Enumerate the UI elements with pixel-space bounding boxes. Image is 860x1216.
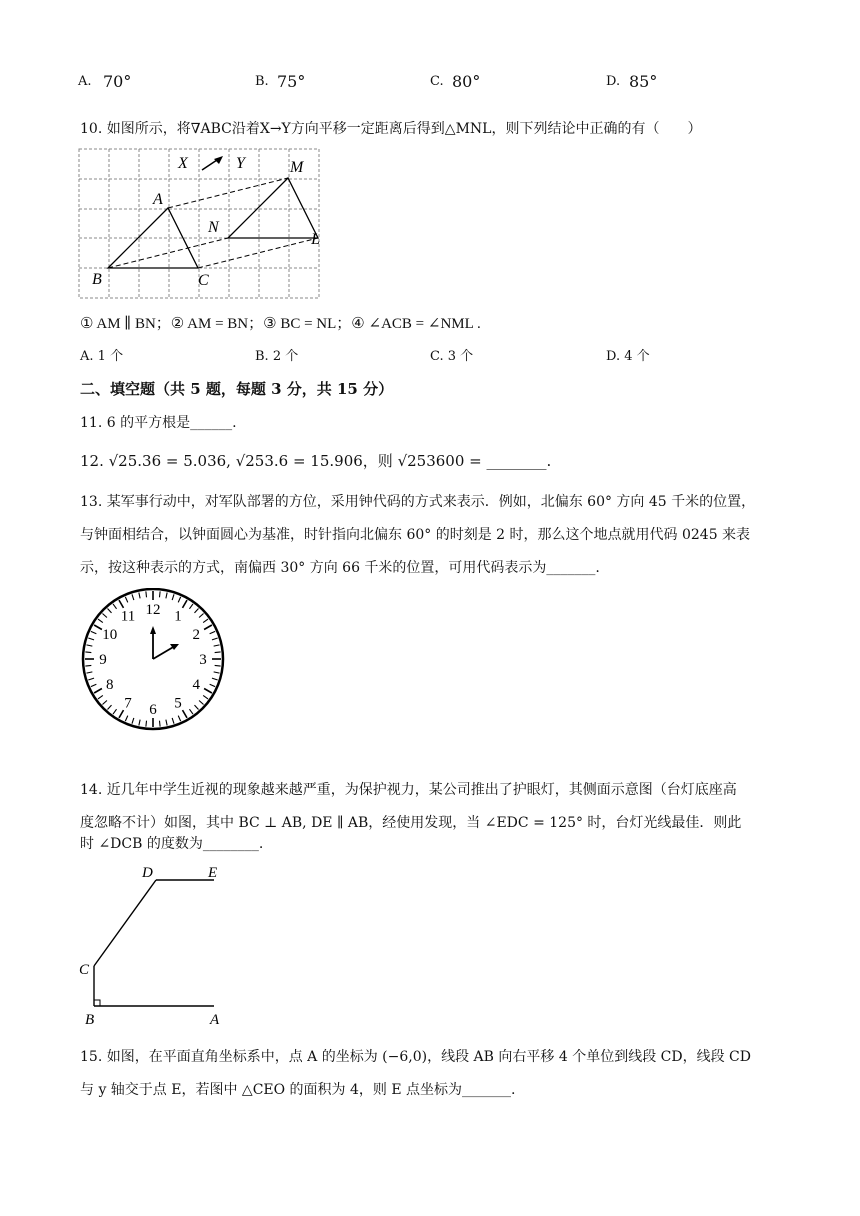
q9-option-c-label: C. <box>430 74 444 89</box>
q10-option-c-value: 3 个 <box>447 349 474 364</box>
label-d: D <box>142 865 153 881</box>
q10-translation-figure <box>78 148 320 300</box>
clock-number: 8 <box>105 677 114 693</box>
label-l: L <box>311 231 320 248</box>
q14-line3: 时 ∠DCB 的度数为________. <box>80 836 264 852</box>
section-title: 二、填空题（共 5 题，每题 3 分，共 15 分） <box>80 380 394 398</box>
clock-tick <box>146 591 147 597</box>
q9-option-a-label: A. <box>78 74 92 89</box>
q10-option-d <box>606 345 650 364</box>
q10-option-a <box>80 345 123 364</box>
clock-number: 7 <box>124 695 132 712</box>
q10-option-d-value: 4 个 <box>624 349 650 364</box>
clock-figure <box>80 588 230 738</box>
clock-tick <box>159 721 160 727</box>
q9-option-b-value: 75° <box>277 72 306 91</box>
label-y: Y <box>236 155 245 172</box>
segment-cl <box>198 238 318 268</box>
q14-line1: 14. 近几年中学生近视的现象越来越严重，为保护视力，某公司推出了护眼灯，其侧面示意图（台灯底座高 <box>80 782 737 798</box>
clock-number: 9 <box>99 652 107 668</box>
q10-option-a-label: A. <box>80 349 94 364</box>
q9-option-c-value: 80° <box>452 72 481 91</box>
q10-option-c-label: C. <box>430 349 444 364</box>
clock-tick <box>85 665 91 666</box>
clock-number: 1 <box>174 608 182 625</box>
lamp-figure <box>76 860 236 1028</box>
segment-bn <box>108 238 228 268</box>
q13-line3: 示，按这种表示的方式，南偏西 30° 方向 66 千米的位置，可用代码表示为_______. <box>80 560 600 576</box>
label-c: C <box>79 962 90 978</box>
label-a: A <box>210 1012 220 1028</box>
label-c: C <box>198 272 209 289</box>
q10-option-b-value: 2 个 <box>272 349 299 364</box>
clock-tick <box>85 652 91 653</box>
q12-text: 12. √25.36 = 5.036, √253.6 = 15.906，则 √253600 = ________. <box>80 452 552 470</box>
clock-number: 12 <box>145 602 161 618</box>
q13-line1: 13. 某军事行动中，对军队部署的方位，采用钟代码的方式来表示．例如，北偏东 60° 方向 45 千米的位置， <box>80 494 756 510</box>
clock-number: 5 <box>174 695 182 712</box>
clock-tick <box>215 652 221 653</box>
q10-number: 10. <box>80 121 103 137</box>
clock-number: 10 <box>102 627 118 643</box>
triangle-mnl <box>228 178 318 238</box>
clock-tick <box>215 665 221 666</box>
arrow-head-icon <box>214 156 223 164</box>
q10-statements: ① AM ∥ BN；② AM = BN；③ BC = NL；④ ∠ACB = ∠NML . <box>80 316 481 332</box>
q10-text: 如图所示，将∇ABC沿着X→Y方向平移一定距离后得到△MNL，则下列结论中正确的有（ ） <box>106 121 702 137</box>
clock-tick <box>146 721 147 727</box>
q15-line1: 15. 如图，在平面直角坐标系中，点 A 的坐标为 (−6,0)，线段 AB 向右平移 4 个单位到线段 CD，线段 CD <box>80 1049 751 1065</box>
q9-option-a-value: 70° <box>103 72 132 91</box>
q10-option-b-label: B. <box>255 349 269 364</box>
q10-option-a-value: 1 个 <box>97 349 124 364</box>
q10-option-d-label: D. <box>606 349 621 364</box>
q11-text: 11. 6 的平方根是______. <box>80 415 237 431</box>
right-angle-mark <box>94 1000 100 1006</box>
clock-number: 6 <box>149 702 157 718</box>
label-e: E <box>208 865 218 881</box>
q15-line2: 与 y 轴交于点 E，若图中 △CEO 的面积为 4，则 E 点坐标为_______. <box>80 1082 516 1098</box>
label-x: X <box>178 155 188 172</box>
clock-number: 2 <box>192 627 201 643</box>
q10-question <box>80 118 701 138</box>
segment-dc <box>94 880 156 966</box>
q10-option-b <box>255 345 298 364</box>
label-m: M <box>290 159 304 176</box>
label-a: A <box>153 191 163 208</box>
clock-tick <box>159 591 160 597</box>
label-n: N <box>208 219 219 236</box>
label-b: B <box>85 1012 95 1028</box>
q13-line2: 与钟面相结合，以钟面圆心为基准，时针指向北偏东 60° 的时刻是 2 时，那么这个地点就用代码 0245 来表 <box>80 527 751 543</box>
q9-option-d-value: 85° <box>629 72 658 91</box>
segment-am <box>168 178 288 208</box>
q14-line2: 度忽略不计）如图，其中 BC ⊥ AB, DE ∥ AB，经使用发现，当 ∠EDC = 125° 时，台灯光线最佳．则此 <box>80 815 742 831</box>
clock-number: 11 <box>120 608 136 625</box>
label-b: B <box>92 271 102 288</box>
q10-option-c <box>430 345 473 364</box>
clock-number: 3 <box>199 652 207 668</box>
q9-option-d-label: D. <box>606 74 621 89</box>
q9-option-b-label: B. <box>255 74 269 89</box>
clock-number: 4 <box>192 677 201 693</box>
